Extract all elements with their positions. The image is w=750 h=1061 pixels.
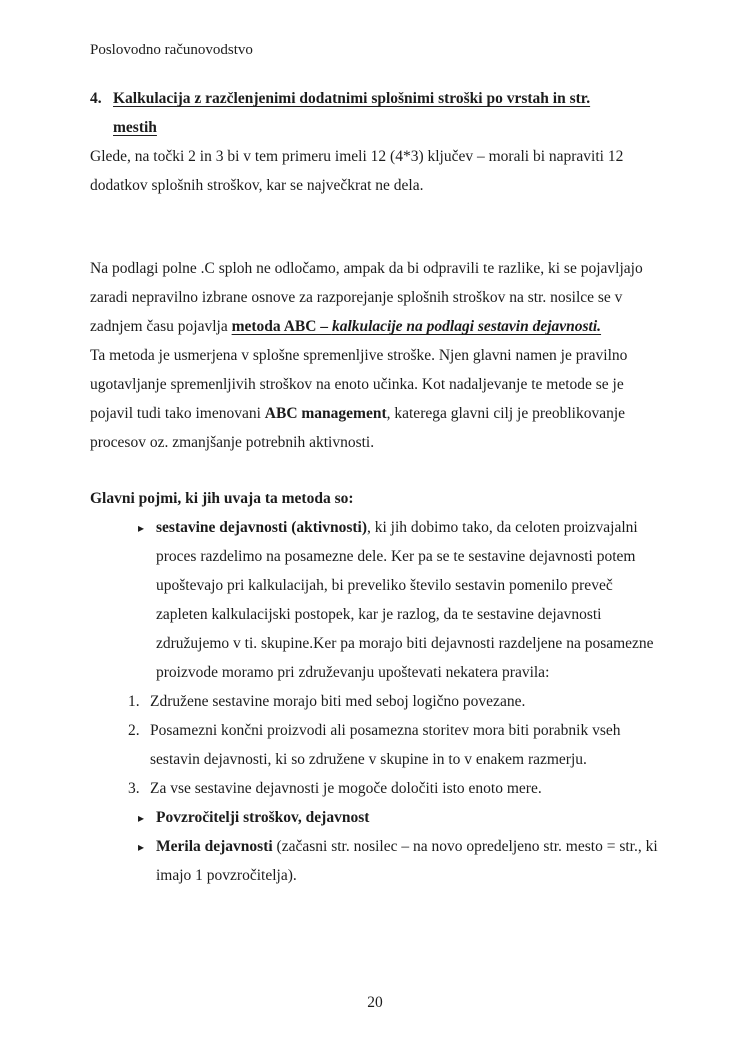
heading-line-1: Kalkulacija z razčlenjenimi dodatnimi splošnimi stroški po vrstah in str.	[113, 90, 591, 107]
numbered-item-text: Združene sestavine morajo biti med seboj logično povezane.	[150, 693, 526, 710]
numbered-item-1	[90, 687, 660, 716]
arrow-bullet-icon: ▸	[138, 840, 145, 854]
arrow-bullet-icon: ▸	[138, 811, 145, 825]
paragraph-abc-management: Ta metoda je usmerjena v splošne spremenljive stroške. Njen glavni namen je pravilno ugotavljanje spremenljivih stroškov na enoto učinka. Kot nadaljevanje te metode se je pojavil tudi tako imenovani ABC management, katerega glavni cilj je preoblikovanje procesov oz. zmanjšanje potrebnih aktivnosti.	[90, 347, 628, 451]
document-header: Poslovodno računovodstvo	[90, 42, 253, 58]
bullet-item-text: sestavine dejavnosti (aktivnosti), ki jih dobimo tako, da celoten proizvajalni proces razdelimo na posamezne dele. Ker pa se te sestavine dejavnosti potem upoštevajo pri kalkulacijah, bi preveliko število sestavin pomenilo preveč zapleten kalkulacijski postopek, kar je razlog, da te sestavine dejavnosti združujemo v ti. skupine.Ker pa morajo biti dejavnosti razdeljene na posamezne proizvode moramo pri združevanju upoštevati nekatera pravila:	[156, 519, 654, 681]
numbered-item-2	[90, 716, 660, 774]
heading-line-2: mestih	[113, 119, 157, 136]
numbered-item-marker: 3.	[128, 780, 140, 797]
numbered-item-marker: 2.	[128, 722, 140, 739]
numbered-item-text: Posamezni končni proizvodi ali posamezna storitev mora biti porabnik vseh sestavin dejavnosti, ki so združene v skupine in to v enakem razmerju.	[150, 722, 621, 768]
numbered-item-3	[90, 774, 660, 803]
paragraph-method-abc: Na podlagi polne .C sploh ne odločamo, ampak da bi odpravili te razlike, ki se pojavljajo zaradi nepravilno izbrane osnove za razporejanje splošnih stroškov na str. nosilce se v zadnjem času pojavlja metoda ABC – kalkulacije na podlagi sestavin dejavnosti.	[90, 260, 643, 335]
page-number: 20	[367, 994, 383, 1011]
numbered-item-text: Za vse sestavine dejavnosti je mogoče določiti isto enoto mere.	[150, 780, 542, 797]
bullet-item-merila	[90, 832, 660, 890]
heading-number: 4.	[90, 90, 102, 107]
paragraph-main-terms-intro: Glavni pojmi, ki jih uvaja ta metoda so:	[90, 490, 354, 507]
bullet-item-text: Povzročitelji stroškov, dejavnost	[156, 809, 370, 826]
arrow-bullet-icon: ▸	[138, 521, 145, 535]
paragraph-keys: Glede, na točki 2 in 3 bi v tem primeru imeli 12 (4*3) ključev – morali bi napraviti 12 dodatkov splošnih stroškov, kar se največkrat ne dela.	[90, 148, 624, 194]
section-heading	[90, 84, 660, 142]
bullet-item-povzrocitelji	[90, 803, 660, 832]
bullet-item-sestavine	[90, 513, 660, 687]
bullet-item-text: Merila dejavnosti (začasni str. nosilec – na novo opredeljeno str. mesto = str., ki imajo 1 povzročitelja).	[156, 838, 658, 884]
numbered-item-marker: 1.	[128, 693, 140, 710]
